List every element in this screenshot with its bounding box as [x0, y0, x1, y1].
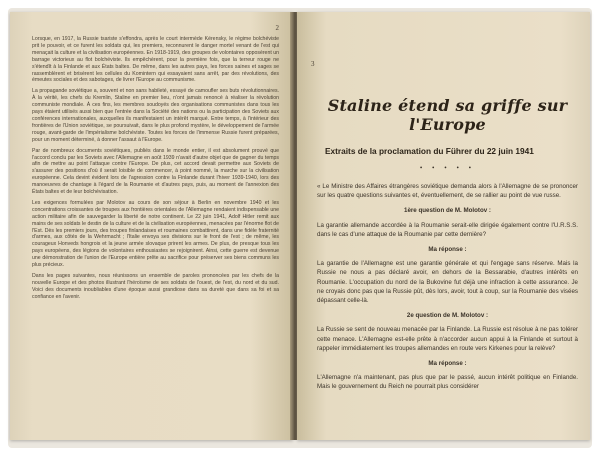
paragraph: La garantie de l'Allemagne est une garantie générale et qui l'engage sans réserve. Mais la Russie ne nous a pas déclaré avoir, en dehors de la Bessarabie, d'autres intérêts en Roumanie. L'occupation du nord de la Bukovine fut déjà une infraction à cette assurance. Je ne croyais donc pas que la Russie pût, dès lors, avoir, tout à coup, sur la Roumanie des visées dépassant celle-là.	[317, 260, 578, 305]
right-page-body	[317, 182, 578, 392]
paragraph: La propagande soviétique a, souvent et non sans habileté, essayé de camoufler ses buts révolutionnaires. À la vérité, les chefs du Kremlin, Staline en premier lieu, n'ont jamais renoncé à réaliser la révolution communiste mondiale. À ces fins, les membres soudoyés des organisations communistes dans tous les pays étaient utilisés aussi bien que l'entrée dans la Société des nations ou la participation des Soviets aux conférences internationales, auxquelles ils manifestaient un intérêt marqué. Entre temps, à l'intérieur des frontières de l'Union soviétique, se poursuivait, dans le plus profond mystère, le développement de l'armée rouge, avant-garde de l'impérialisme bolchéviste. Toutes les forces de l'immense Russie furent préparées, pour un moment déterminé, à donner l'assaut à l'Europe.	[32, 88, 279, 143]
page-title: Staline étend sa griffe sur l'Europe	[327, 96, 568, 134]
paragraph: Les exigences formulées par Molotov au cours de son séjour à Berlin en novembre 1940 et les concentrations croissantes de troupes aux frontières orientales de l'Allemagne rendaient indispensable une action militaire afin de sauvegarder la liberté de notre continent. Le 22 juin 1941, Adolf Hitler remit aux mains de ses soldats le destin de la culture et de la civilisation européennes, menacées par l'énorme flot de l'Est. Dès les premiers jours, des troupes finlandaises et roumaines combattirent, dans une fidèle fraternité d'armes, aux côtés de la Wehrmacht ; l'Italie envoya ses divisions sur le front de l'est ; de même, les courageux Honveds hongrois et la jeune armée slovaque prirent les armes. De plus, de presque tous les pays européens, des légions de volontaires enthousiastes se rejoignirent. Ainsi, cette guerre est devenue une démonstration de l'union de l'Europe entière prête au sacrifice pour préserver ses biens communs les plus précieux.	[32, 199, 279, 269]
left-page	[10, 12, 293, 440]
answer-heading: Ma réponse :	[428, 360, 467, 368]
paragraph: Lorsque, en 1917, la Russie tsariste s'effondra, après le court intermède Kérensky, le régime bolchéviste prit le pouvoir, et ce furent les soldats qui, les premiers, reconnurent le danger mortel venant de l'est qui menaçait la culture et la civilisation européennes. En 1918-1919, des groupes de volontaires opposèrent un barrage victorieux au flot bolchéviste. Ils empêchèrent, pour la première fois, que la terreur rouge ne s'étendît à la Finlande et aux États baltes. De même, dans les autres pays, les forces saines et sages se rassemblèrent et brisèrent les cellules du Komintern qui essayaient sans arrêt, par des révolutions, des émeutes sociales et des sabotages, de livrer l'Europe au communisme.	[32, 36, 279, 84]
right-page	[297, 12, 590, 440]
page-subtitle: Extraits de la proclamation du Führer du 22 juin 1941	[325, 146, 534, 156]
paragraph: Dans les pages suivantes, nous réunissons un ensemble de paroles prononcées par les chefs de la nouvelle Europe et des photos illustrant l'héroïsme de ses soldats de l'ouest, de l'est, du nord et du sud. Voici des documents inoubliables d'une époque aussi grandiose dans sa dureté que dans sa foi et sa confiance en l'avenir.	[32, 273, 279, 300]
paragraph: La garantie allemande accordée à la Roumanie serait-elle dirigée également contre l'U.R.S.S. dans le cas d'une attaque de la Roumanie par cette dernière?	[317, 221, 578, 238]
paragraph: Par de nombreux documents soviétiques, publiés dans le monde entier, il est absolument prouvé que l'accord conclu par les Soviets avec l'Allemagne en août 1939 n'avait d'autre objet que de gagner du temps afin de mettre au point l'attaque contre l'Europe. De plus, cet accord devait permettre aux Soviets de s'assurer des positions d'où il serait loisible de commencer, à point nommé, la marche sur la civilisation européenne. Cela devint évident lors de l'agression contre la Finlande durant l'hiver 1939-1940, lors des manoeuvres de chantage à l'égard de la Roumanie et d'autres pays, puis, au moment de l'annexion des États baltes et de leur bolchévisation.	[32, 147, 279, 196]
separator: • • • • •	[419, 164, 476, 172]
paragraph: « Le Ministre des Affaires étrangères soviétique demanda alors à l'Allemagne de se prononcer sur les quatre questions suivantes et, éventuellement, de se rallier au point de vue russe.	[317, 183, 578, 200]
question-heading: 1ère question de M. Molotov :	[404, 207, 491, 215]
paragraph: La Russie se sent de nouveau menacée par la Finlande. La Russie est résolue à ne pas tolérer cette menace. L'Allemagne est-elle prête à n'accorder aucun appui à la Finlande et surtout à rappeler immédiatement les troupes allemandes en route vers Kirkenes pour la relève?	[317, 326, 578, 352]
left-page-body	[32, 36, 279, 301]
answer-heading: Ma réponse :	[428, 246, 467, 254]
paragraph: L'Allemagne n'a maintenant, pas plus que par le passé, aucun intérêt politique en Finlande. Mais le gouvernement du Reich ne pourrait plus considérer	[317, 374, 578, 391]
page-number: 2	[275, 24, 279, 32]
question-heading: 2e question de M. Molotov :	[406, 312, 489, 320]
page-number: 3	[311, 60, 315, 68]
